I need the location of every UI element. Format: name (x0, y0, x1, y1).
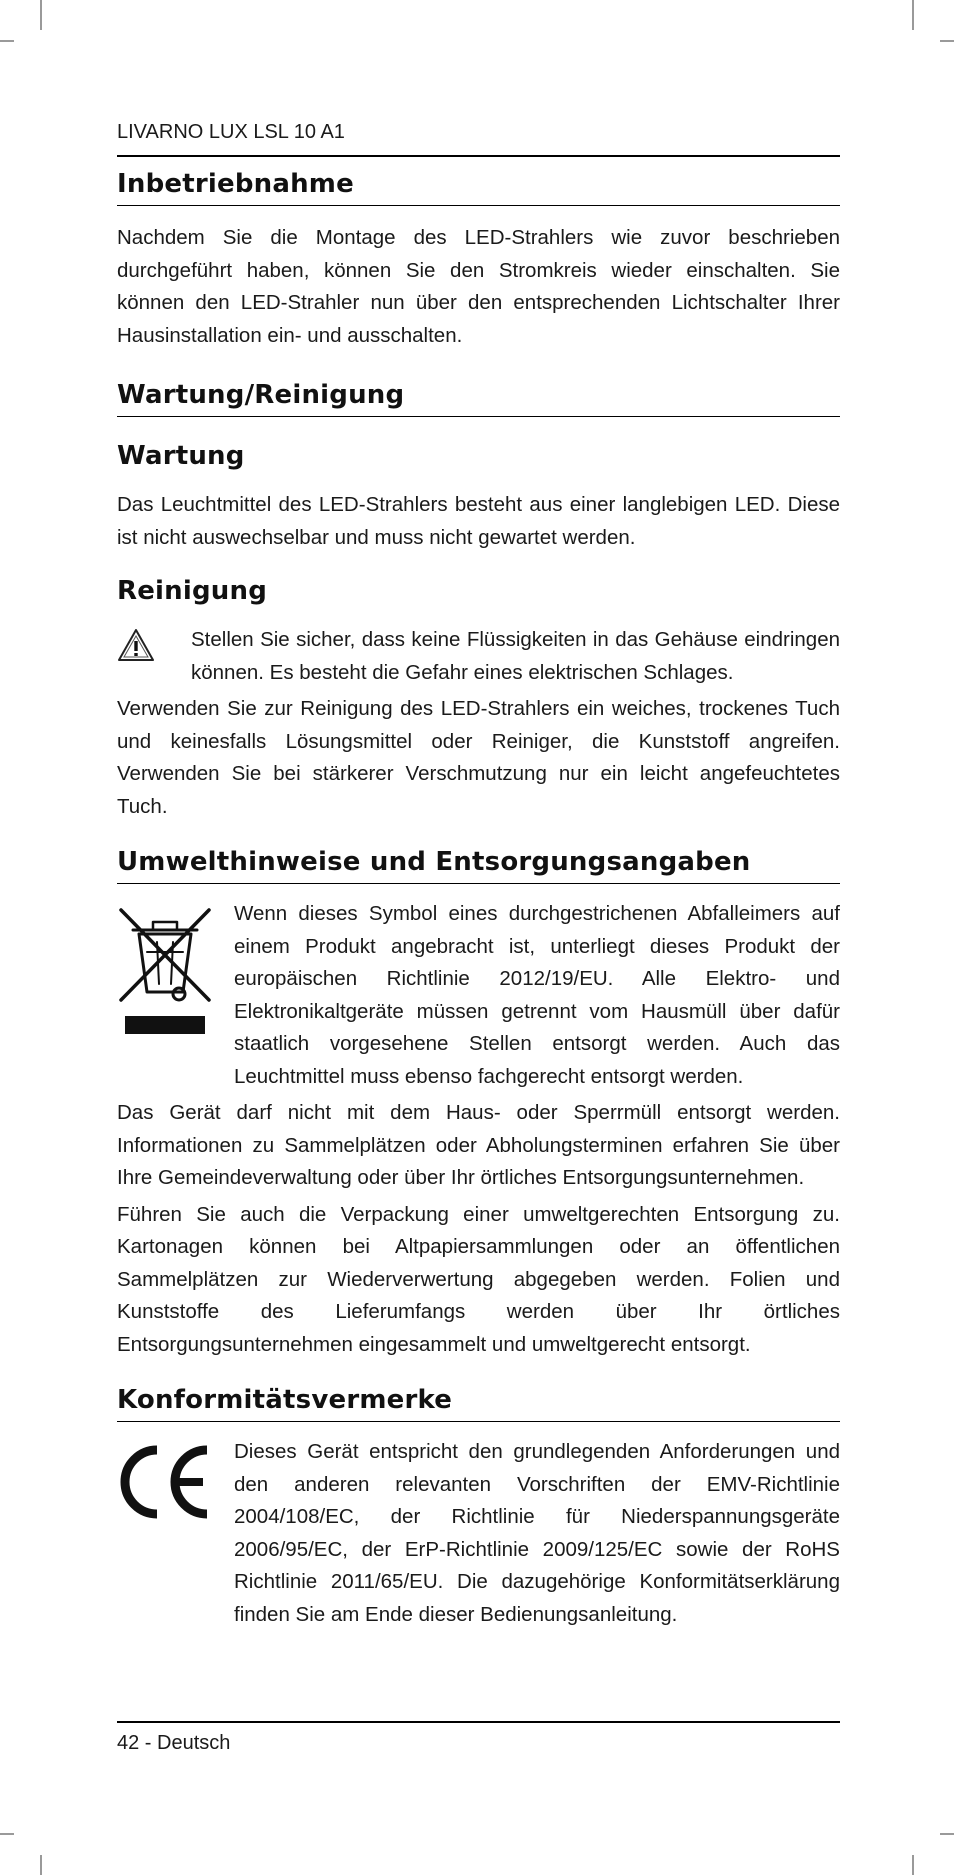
crop-mark (0, 40, 14, 42)
crop-mark (0, 1833, 14, 1835)
weee-icon (117, 898, 234, 1093)
weee-text: Wenn dieses Symbol eines durchgestrichenen Abfalleimers auf einem Produkt angebracht ist, unterliegt dieses Produkt der europäischen Richtlinie 2012/19/EU. Alle Elektro- und Elektronikaltgeräte müssen getrennt vom Hausmüll über dafür staatlich vorgesehene Stellen entsorgt werden. Auch das Leuchtmittel muss ebenso fachgerecht entsorgt werden. (234, 902, 840, 1088)
warning-block (117, 624, 840, 689)
page-number: 42 - Deutsch (117, 1732, 231, 1754)
section-heading-konformitaet: Konformitätsvermerke (117, 1385, 453, 1415)
paragraph-entsorgung-geraet: Das Gerät darf nicht mit dem Haus- oder Sperrmüll entsorgt werden. Informationen zu Sammelplätzen oder Abholungsterminen erfahren Sie über Ihre Gemeindeverwaltung oder über Ihr örtliches Entsorgungsunternehmen. (117, 1101, 840, 1189)
ce-block (117, 1436, 840, 1631)
crop-mark (40, 1855, 42, 1875)
running-header: LIVARNO LUX LSL 10 A1 (117, 121, 345, 143)
heading-rule (117, 1421, 840, 1422)
weee-block (117, 898, 840, 1093)
paragraph-inbetriebnahme: Nachdem Sie die Montage des LED-Strahlers wie zuvor beschrieben durchgeführt haben, können Sie den Stromkreis wieder einschalten. Sie können den LED-Strahler nun über den entsprechenden Lichtschalter Ihrer Hausinstallation ein- und ausschalten. (117, 226, 840, 347)
footer-rule (117, 1721, 840, 1723)
ce-mark-icon (117, 1436, 234, 1631)
section-heading-inbetriebnahme: Inbetriebnahme (117, 169, 354, 199)
page-content (117, 118, 840, 1631)
warning-text: Stellen Sie sicher, dass keine Flüssigkeiten in das Gehäuse eindringen können. Es besteht die Gefahr eines elektrischen Schlages. (191, 628, 840, 684)
crop-mark (940, 40, 954, 42)
subsection-heading-reinigung: Reinigung (117, 576, 268, 606)
section-heading-umwelthinweise: Umwelthinweise und Entsorgungsangaben (117, 847, 751, 877)
heading-rule (117, 883, 840, 884)
page-footer (117, 1721, 840, 1757)
crop-mark (912, 0, 914, 30)
subsection-heading-wartung: Wartung (117, 441, 245, 471)
warning-icon (117, 624, 191, 689)
paragraph-reinigung: Verwenden Sie zur Reinigung des LED-Strahlers ein weiches, trockenes Tuch und keinesfalls Lösungsmittel oder Reiniger, die Kunststoff angreifen. Verwenden Sie bei stärkerer Verschmutzung nur ein leicht angefeuchtetes Tuch. (117, 697, 840, 818)
crop-mark (912, 1855, 914, 1875)
paragraph-entsorgung-verpackung: Führen Sie auch die Verpackung einer umweltgerechten Entsorgung zu. Kartonagen können bei Altpapiersammlungen oder an öffentlichen Sammelplätzen zur Wiederverwertung abgegeben werden. Folien und Kunststoffe des Lieferumfangs werden über Ihr örtliches Entsorgungsunternehmen eingesammelt und umweltgerecht entsorgt. (117, 1202, 840, 1356)
heading-rule (117, 205, 840, 206)
paragraph-wartung: Das Leuchtmittel des LED-Strahlers besteht aus einer langlebigen LED. Diese ist nicht auswechselbar und muss nicht gewartet werden. (117, 493, 840, 549)
heading-rule (117, 416, 840, 417)
crop-mark (40, 0, 42, 30)
ce-text: Dieses Gerät entspricht den grundlegenden Anforderungen und den anderen relevanten Vorschriften der EMV-Richtlinie 2004/108/EC, der Richtlinie für Niederspannungsgeräte 2006/95/EC, der ErP-Richtlinie 2009/125/EC sowie der RoHS Richtlinie 2011/65/EU. Die dazugehörige Konformitätserklärung finden Sie am Ende dieser Bedienungsanleitung. (234, 1440, 840, 1626)
section-heading-wartung-reinigung: Wartung/Reinigung (117, 380, 405, 410)
header-rule (117, 155, 840, 157)
crop-mark (940, 1833, 954, 1835)
